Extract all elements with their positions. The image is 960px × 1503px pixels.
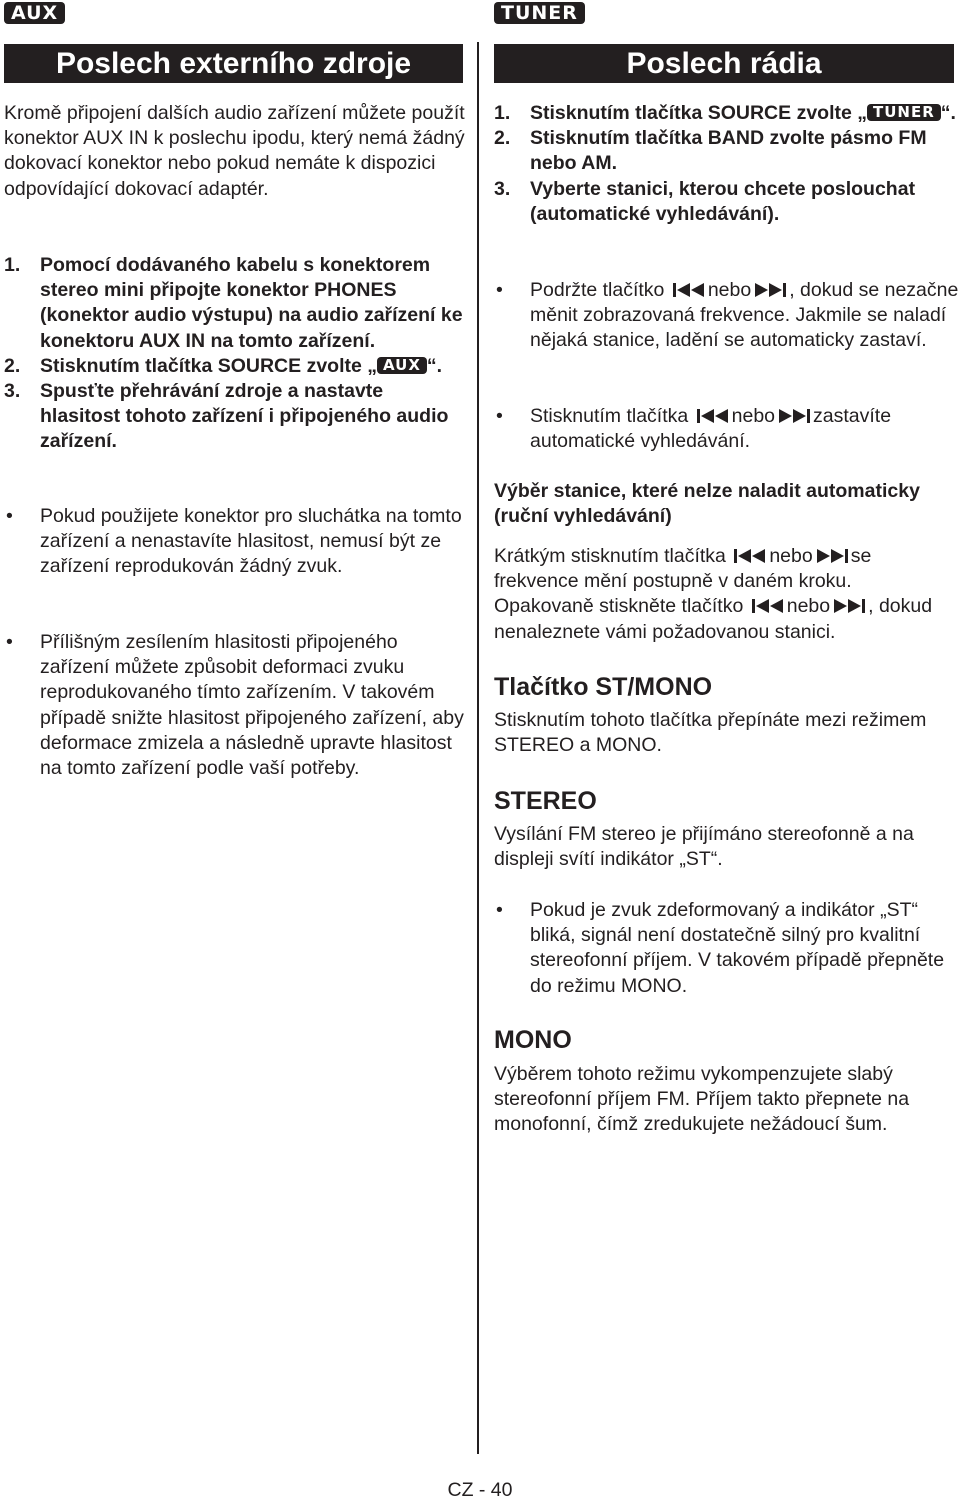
aux-steps-list — [4, 253, 466, 455]
stmono-heading: Tlačítko ST/MONO — [494, 673, 713, 701]
tuner-steps-list — [494, 101, 960, 227]
tuner-step-2: 2. Stisknutím tlačítka BAND zvolte pásmo FM nebo AM. — [494, 127, 927, 175]
skip-back-icon — [673, 283, 705, 297]
aux-badge: AUX — [4, 2, 65, 24]
aux-step-3: 3. Spusťte přehrávání zdroje a nastavte hlasitost tohoto zařízení i připojeného audio zařízení. — [4, 380, 449, 453]
skip-back-icon — [752, 599, 784, 613]
skip-back-icon — [734, 549, 766, 563]
mono-heading: MONO — [494, 1026, 572, 1054]
tuner-step-1: 1. Stisknutím tlačítka SOURCE zvolte „ TUNER “. — [494, 102, 956, 124]
section-title-radio: Poslech rádia — [494, 44, 954, 83]
page-number: CZ - 40 — [447, 1479, 513, 1501]
aux-inline-badge: AUX — [377, 357, 427, 374]
section-title-external-source: Poslech externího zdroje — [4, 44, 463, 83]
intro-paragraph: Kromě připojení dalších audio zařízení můžete použít konektor AUX IN k poslechu ipodu, který nemá žádný dokovací konektor nebo pokud nemáte k dispozici odpovídající dokovací adaptér. — [4, 102, 465, 200]
headphone-note: • Pokud použijete konektor pro sluchátka na tomto zařízení a nenastavíte hlasitost, nemusí být ze zařízení reprodukován žádný zvuk. — [6, 505, 462, 578]
tuner-inline-badge: TUNER — [867, 104, 941, 121]
skip-forward-icon — [833, 599, 865, 613]
skip-forward-icon — [754, 283, 786, 297]
stmono-text: Stisknutím tohoto tlačítka přepínáte mezi režimem STEREO a MONO. — [494, 709, 927, 757]
skip-forward-icon — [816, 549, 848, 563]
distortion-note: • Přílišným zesílením hlasitosti připojeného zařízení můžete způsobit deformaci zvuku reprodukovaného tímto zařízením. V takovém případě snižte hlasitost připojeného zařízení, aby deformace zmizela a následně upravte hlasitost na tomto zařízení podle vaší potřeby. — [6, 631, 464, 780]
tuner-badge: TUNER — [494, 2, 585, 24]
weak-signal-note: • Pokud je zvuk zdeformovaný a indikátor „ST“ bliká, signál není dostatečně silný pro kvalitní stereofonní příjem. V takovém případě přepněte do režimu MONO. — [496, 899, 945, 997]
mono-text: Výběrem tohoto režimu vykompenzujete slabý stereofonní příjem FM. Příjem takto přepnete na monofonní, čímž zredukujete nežádoucí šum. — [494, 1063, 910, 1136]
manual-tuning-text: Krátkým stisknutím tlačítka nebo se frekvence mění postupně v daném kroku. Opakovaně stiskněte tlačítko nebo , dokud nenaleznete vámi požadovanou stanici. — [494, 545, 933, 643]
aux-step-2: 2. Stisknutím tlačítka SOURCE zvolte „ AUX “. — [4, 354, 443, 377]
stereo-text: Vysílání FM stereo je přijímáno stereofonně a na displeji svítí indikátor „ST“. — [494, 823, 914, 871]
tuner-step-3: 3. Vyberte stanici, kterou chcete poslouchat (automatické vyhledávání). — [494, 177, 916, 225]
manual-tuning-title: Výběr stanice, které nelze naladit automaticky (ruční vyhledávání) — [494, 480, 920, 528]
skip-back-icon — [697, 409, 729, 423]
skip-forward-icon — [778, 409, 810, 423]
aux-step-1: 1. Pomocí dodávaného kabelu s konektorem stereo mini připojte konektor PHONES (konektor audio výstupu) na audio zařízení ke konektoru AUX IN na tomto zařízení. — [4, 254, 463, 352]
stop-search-note: • Stisknutím tlačítka nebo zastavíte automatické vyhledávání. — [496, 405, 892, 453]
column-divider — [477, 42, 479, 1454]
hold-skip-note: • Podržte tlačítko nebo , dokud se nezačne měnit zobrazovaná frekvence. Jakmile se naladí nějaká stanice, ladění se automaticky zastaví. — [496, 279, 959, 352]
stereo-heading: STEREO — [494, 787, 597, 815]
